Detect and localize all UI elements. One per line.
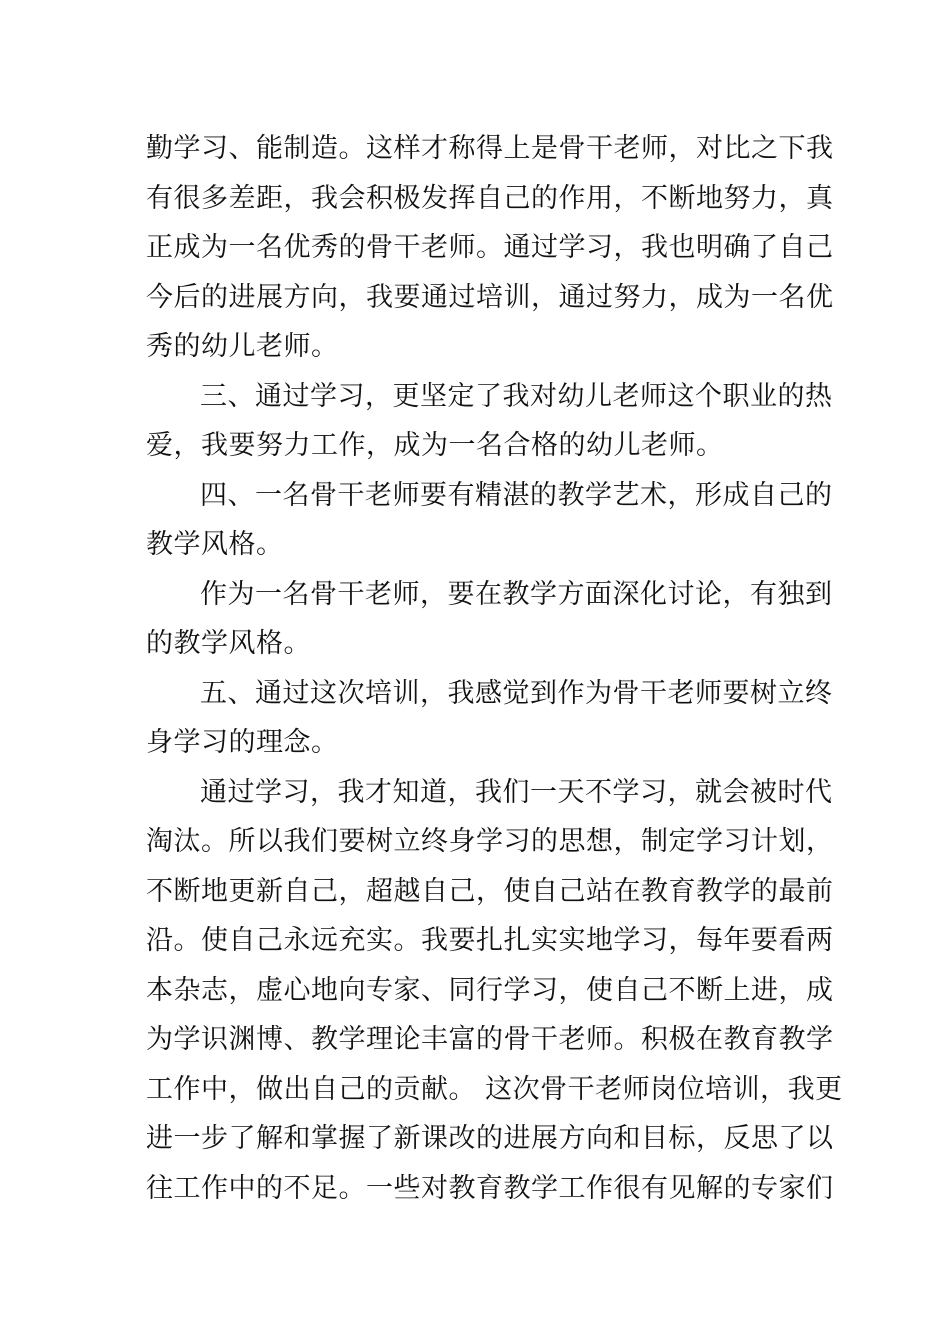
text-line: 通过学习，我才知道，我们一天不学习，就会被时代 [200,776,833,808]
paragraph-1 [146,124,834,372]
text-line: 秀的幼儿老师。 [146,331,339,362]
text-line: 为学识渊博、教学理论丰富的骨干老师。积极在教育教学 [146,1024,834,1055]
text-line: 今后的进展方向，我要通过培训，通过努力，成为一名优 [146,281,834,313]
text-line: 往工作中的不足。一些对教育教学工作很有见解的专家们 [146,1172,834,1204]
text-line: 淘汰。所以我们要树立终身学习的思想，制定学习计划， [146,826,834,857]
text-line: 四、一名骨干老师要有精湛的教学艺术，形成自己的 [200,479,833,511]
text-line: 本杂志，虚心地向专家、同行学习，使自己不断上进，成 [146,974,834,1006]
paragraph-3 [146,471,833,570]
text-line: 不断地更新自己，超越自己，使自己站在教育教学的最前 [146,875,834,907]
text-line: 正成为一名优秀的骨干老师。通过学习，我也明确了自己 [146,232,834,263]
text-line: 进一步了解和掌握了新课改的进展方向和目标，反思了以 [146,1123,834,1154]
text-line: 五、通过这次培训，我感觉到作为骨干老师要树立终 [200,677,833,709]
text-line: 沿。使自己永远充实。我要扎扎实实地学习，每年要看两 [146,925,834,956]
text-line: 勤学习、能制造。这样才称得上是骨干老师，对比之下我 [146,133,834,164]
text-line: 爱，我要努力工作，成为一名合格的幼儿老师。 [146,430,724,461]
paragraph-4 [146,570,833,669]
text-line: 身学习的理念。 [146,727,339,758]
text-line: 作为一名骨干老师，要在教学方面深化讨论，有独到 [200,578,833,610]
paragraph-5 [146,669,833,768]
paragraph-2 [146,372,833,471]
text-line: 工作中，做出自己的贡献。 这次骨干老师岗位培训，我更 [146,1073,843,1105]
document-page [146,124,843,1213]
text-line: 的教学风格。 [146,628,311,659]
text-line: 教学风格。 [146,529,284,560]
text-line: 有很多差距，我会积极发挥自己的作用，不断地努力，真 [146,182,834,214]
text-line: 三、通过学习，更坚定了我对幼儿老师这个职业的热 [200,380,833,412]
paragraph-6 [146,768,843,1214]
